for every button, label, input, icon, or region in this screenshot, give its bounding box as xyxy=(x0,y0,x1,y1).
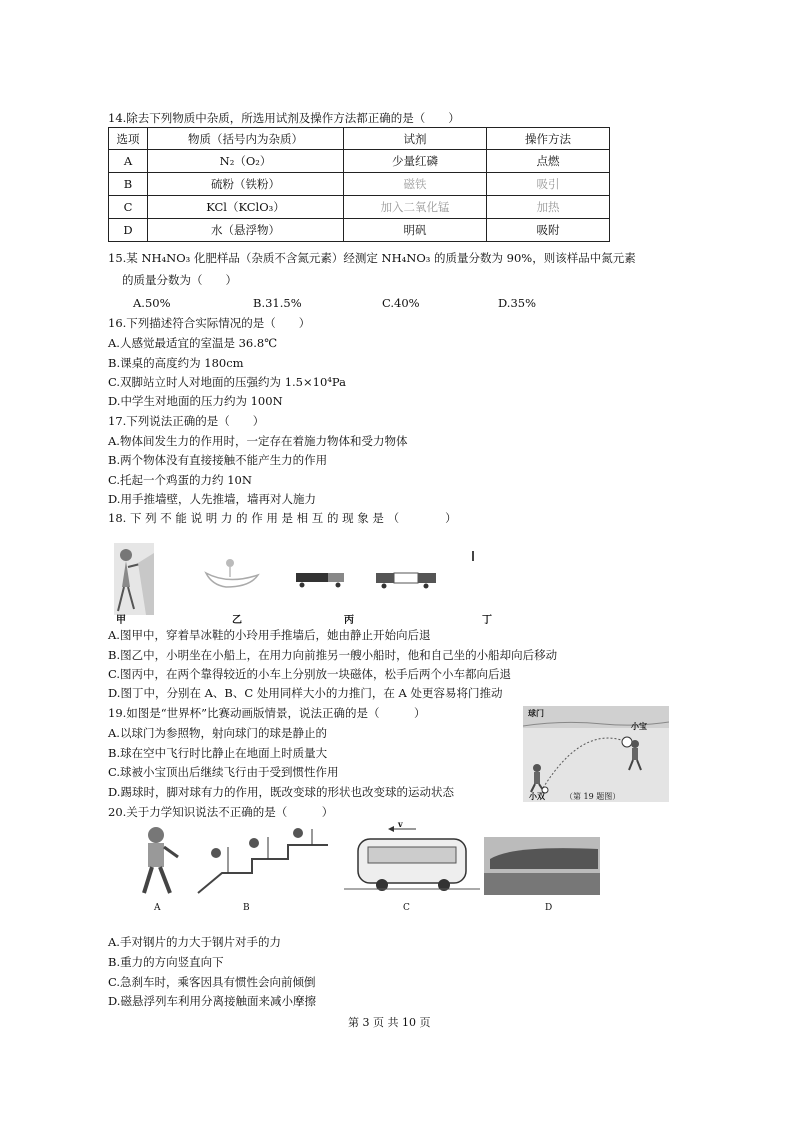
stairs-figure xyxy=(198,828,328,893)
table-row xyxy=(109,219,610,242)
q15-stem-line1: 15.某 NH₄NO₃ 化肥样品（杂质不含氮元素）经测定 NH₄NO₃ 的质量分数为 90%，则该样品中氮元素 xyxy=(108,251,636,265)
table-cell: C xyxy=(109,196,148,219)
q18-option-a: A.图甲中，穿着旱冰鞋的小玲用手推墙后，她由静止开始向后退 xyxy=(108,628,431,642)
q19-label-xiaoshuang: 小双 xyxy=(529,791,545,801)
table-cell: 少量红磷 xyxy=(344,150,487,173)
q20-option-b: B.重力的方向竖直向下 xyxy=(108,955,224,969)
table-cell: 硫粉（铁粉） xyxy=(148,173,344,196)
q16-stem: 16.下列描述符合实际情况的是（ ） xyxy=(108,316,311,330)
q18-figures xyxy=(108,543,628,623)
q17-option-a: A.物体间发生力的作用时，一定存在着施力物体和受力物体 xyxy=(108,434,408,448)
magnet-cart-right xyxy=(376,573,436,589)
table-row xyxy=(109,150,610,173)
table-cell: 明矾 xyxy=(344,219,487,242)
q17-option-d: D.用手推墙壁，人先推墙，墙再对人施力 xyxy=(108,492,316,506)
q16-option-a: A.人感觉最适宜的室温是 36.8℃ xyxy=(108,336,278,350)
table-cell: 磁铁 xyxy=(344,173,487,196)
q20-option-a: A.手对钢片的力大于钢片对手的力 xyxy=(108,935,281,949)
table-cell: 吸附 xyxy=(487,219,610,242)
table-cell: A xyxy=(109,150,148,173)
q19-option-c: C.球被小宝顶出后继续飞行由于受到惯性作用 xyxy=(108,765,339,779)
table-header: 物质（括号内为杂质） xyxy=(148,128,344,150)
q17-stem: 17.下列说法正确的是（ ） xyxy=(108,414,265,428)
table-cell: D xyxy=(109,219,148,242)
q18-label-ding: 丁 xyxy=(482,615,492,626)
page-footer: 第 3 页 共 10 页 xyxy=(348,1016,431,1029)
q14-table xyxy=(108,127,610,242)
q20-bus-arrow-label: v xyxy=(398,819,403,829)
q17-option-c: C.托起一个鸡蛋的力约 10N xyxy=(108,473,252,487)
q17-option-b: B.两个物体没有直接接触不能产生力的作用 xyxy=(108,453,328,467)
magnet-cart-left xyxy=(296,573,344,588)
maglev-train-figure xyxy=(484,837,600,895)
q20-figures xyxy=(132,823,602,897)
q20-stem: 20.关于力学知识说法不正确的是（ ） xyxy=(108,805,334,819)
table-header: 试剂 xyxy=(344,128,487,150)
q19-figure-caption: （第 19 题图） xyxy=(565,792,621,801)
q16-option-c: C.双脚站立时人对地面的压强约为 1.5×10⁴Pa xyxy=(108,375,346,389)
q19-option-b: B.球在空中飞行时比静止在地面上时质量大 xyxy=(108,746,328,760)
q18-label-yi: 乙 xyxy=(232,615,242,626)
q15-option-d: D.35% xyxy=(498,296,537,310)
q20-option-c: C.急刹车时，乘客因具有惯性会向前倾倒 xyxy=(108,975,316,989)
q20-label-a: A xyxy=(154,903,161,913)
table-row xyxy=(109,196,610,219)
boat-figure xyxy=(206,559,258,587)
q14-stem: 14.除去下列物质中杂质，所选用试剂及操作方法都正确的是（ ） xyxy=(108,111,460,125)
door-figure xyxy=(472,551,474,561)
q20-option-d: D.磁悬浮列车利用分离接触面来减小摩擦 xyxy=(108,994,316,1008)
bus-figure xyxy=(344,826,480,891)
table-cell: 点燃 xyxy=(487,150,610,173)
table-cell: 加入二氧化锰 xyxy=(344,196,487,219)
q15-option-b: B.31.5% xyxy=(253,296,302,310)
q18-label-jia: 甲 xyxy=(116,615,126,626)
q15-stem-line2: 的质量分数为（ ） xyxy=(122,273,237,287)
table-header-row xyxy=(109,128,610,150)
q19-option-a: A.以球门为参照物，射向球门的球是静止的 xyxy=(108,726,327,740)
table-row xyxy=(109,173,610,196)
q20-label-c: C xyxy=(403,903,410,913)
q19-figure xyxy=(523,706,669,802)
q16-option-d: D.中学生对地面的压力约为 100N xyxy=(108,394,283,408)
q18-stem: 18. 下 列 不 能 说 明 力 的 作 用 是 相 互 的 现 象 是 （ ） xyxy=(108,511,457,525)
table-cell: KCl（KClO₃） xyxy=(148,196,344,219)
table-header: 操作方法 xyxy=(487,128,610,150)
q18-option-b: B.图乙中，小明坐在小船上，在用力向前推另一艘小船时，他和自己坐的小船却向后移动 xyxy=(108,648,558,662)
table-cell: 加热 xyxy=(487,196,610,219)
q15-option-a: A.50% xyxy=(133,296,171,310)
person-figure xyxy=(144,827,178,893)
q19-label-xiaobao: 小宝 xyxy=(631,721,647,731)
q20-label-b: B xyxy=(243,903,250,913)
q20-label-d: D xyxy=(545,903,553,913)
table-cell: 吸引 xyxy=(487,173,610,196)
q18-label-bing: 丙 xyxy=(344,615,354,626)
q19-stem: 19.如图是“世界杯”比赛动画版情景，说法正确的是（ ） xyxy=(108,706,426,720)
table-header: 选项 xyxy=(109,128,148,150)
q18-option-d: D.图丁中，分别在 A、B、C 处用同样大小的力推门，在 A 处更容易将门推动 xyxy=(108,686,503,700)
q15-option-c: C.40% xyxy=(382,296,420,310)
table-cell: N₂（O₂） xyxy=(148,150,344,173)
table-cell: B xyxy=(109,173,148,196)
table-cell: 水（悬浮物） xyxy=(148,219,344,242)
q18-option-c: C.图丙中，在两个靠得较近的小车上分别放一块磁体，松手后两个小车都向后退 xyxy=(108,667,512,681)
skater-figure xyxy=(114,543,154,615)
q16-option-b: B.课桌的高度约为 180cm xyxy=(108,356,244,370)
q19-option-d: D.踢球时，脚对球有力的作用，既改变球的形状也改变球的运动状态 xyxy=(108,785,454,799)
q19-label-goal: 球门 xyxy=(528,708,544,718)
